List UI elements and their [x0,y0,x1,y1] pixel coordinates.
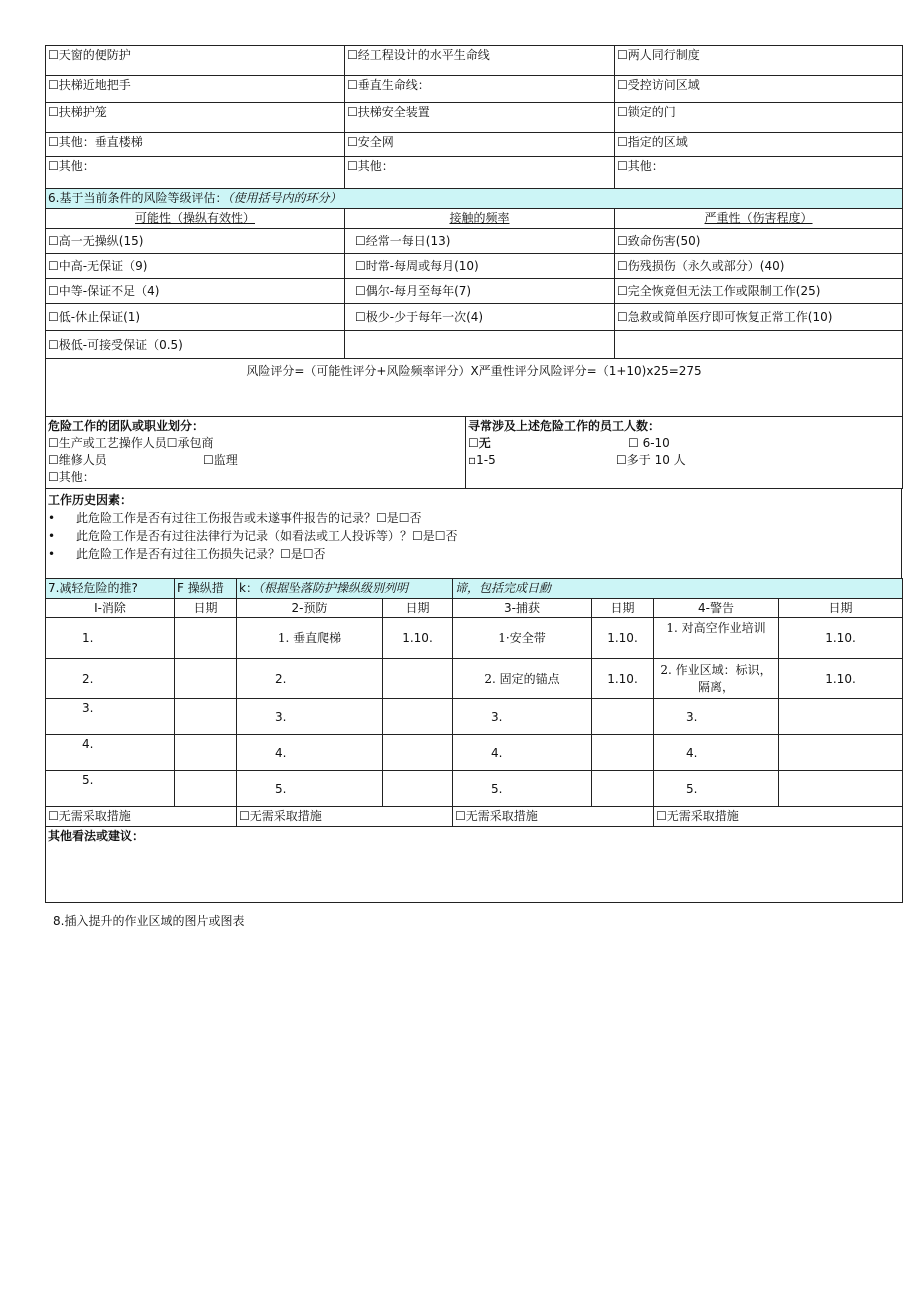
bullet: • [48,547,56,561]
frequency-option[interactable]: ☐偶尔-每月至每年(7) [345,279,615,304]
count-row [468,452,900,469]
teams-table [45,416,903,489]
mitigation-row [46,699,903,735]
mitigation-row [46,618,903,659]
mitigation-date[interactable] [779,699,903,735]
mitigation-date[interactable] [175,659,237,699]
mitigation-cell[interactable]: 1·安全带 [453,618,592,659]
mitigation-cell[interactable]: 5. [237,771,383,807]
mitigation-cell[interactable]: 1. 对高空作业培训 [654,618,779,659]
control-cell[interactable]: ☐垂直生命线： [345,76,615,103]
controls-table [45,45,903,189]
history-item-text[interactable]: 此危险工作是否有过往工伤损失记录？☐是☐否 [76,547,326,561]
control-cell[interactable]: ☐其他： [46,157,345,189]
likelihood-header: 可能性（操纵有效性） [46,209,345,229]
history-item [48,545,899,563]
history-item [48,509,899,527]
col-prevent: 2-预防 [237,599,383,618]
mitigation-row [46,659,903,699]
history-item-text[interactable]: 此危险工作是否有过往法律行为记录（如看法或工人投诉等）？☐是☐否 [76,529,458,543]
frequency-option[interactable]: ☐极少-少于每年一次(4) [345,304,615,331]
control-cell[interactable]: ☐扶梯护笼 [46,103,345,133]
control-cell[interactable]: ☐其他： [615,157,903,189]
history-item [48,527,899,545]
mitigation-date[interactable] [175,735,237,771]
bullet: • [48,529,56,543]
severity-option[interactable]: ☐致命伤害(50) [615,229,903,254]
mitigation-date[interactable] [779,735,903,771]
control-cell[interactable]: ☐指定的区域 [615,133,903,157]
count-option[interactable]: ☐无 [468,436,491,450]
mitigation-title-c: k：（根据坠落防护操纵级别列明 [237,579,453,599]
likelihood-option[interactable]: ☐中高-无保证（9) [46,254,345,279]
frequency-option[interactable]: ☐经常一每日(13) [345,229,615,254]
mitigation-table [45,578,903,903]
risk-table [45,188,903,417]
mitigation-date[interactable] [592,699,654,735]
mitigation-cell[interactable]: 2. 作业区域：标识，隔离， [654,659,779,699]
history-item-text[interactable]: 此危险工作是否有过往工伤报告或未遂事件报告的记录？☐是☐否 [76,511,422,525]
count-option[interactable]: ☐多于 10 人 [616,453,686,467]
col-warn: 4-警告 [654,599,779,618]
control-cell[interactable]: ☐经工程设计的水平生命线 [345,46,615,76]
mitigation-cell[interactable]: 4. [654,735,779,771]
control-cell[interactable]: ☐扶梯近地把手 [46,76,345,103]
history-cell [46,489,902,579]
team-option[interactable]: ☐监理 [203,453,238,467]
no-action-checkbox[interactable]: ☐无需采取措施 [453,807,654,827]
mitigation-date[interactable]: 1.10. [383,618,453,659]
col-capture: 3-捕获 [453,599,592,618]
form-sheet [45,45,902,903]
risk-score-line: 风险评分=（可能性评分+风险频率评分）X严重性评分风险评分=（1+10)x25=275 [46,359,903,417]
mitigation-cell[interactable]: 4. [46,735,175,771]
teams-cell [46,417,466,489]
other-comments-field[interactable]: 其他看法或建议： [46,827,903,903]
mitigation-date[interactable] [779,771,903,807]
mitigation-cell[interactable]: 1. 垂直爬梯 [237,618,383,659]
mitigation-cell[interactable]: 4. [453,735,592,771]
mitigation-cell[interactable]: 3. [453,699,592,735]
history-table [45,488,902,579]
mitigation-date[interactable] [383,659,453,699]
team-option[interactable]: ☐其他： [48,470,95,484]
likelihood-option[interactable]: ☐低-休止保证(1) [46,304,345,331]
severity-option[interactable]: ☐急救或简单医疗即可恢复正常工作(10) [615,304,903,331]
mitigation-cell[interactable]: 5. [654,771,779,807]
mitigation-date[interactable]: 1.10. [592,659,654,699]
teams-title: 危险工作的团队或职业划分： [48,419,205,433]
severity-option [615,331,903,359]
mitigation-date[interactable] [592,735,654,771]
history-title: 工作历史因素： [48,493,133,507]
control-cell[interactable]: ☐受控访问区域 [615,76,903,103]
no-action-checkbox[interactable]: ☐无需采取措施 [237,807,453,827]
team-option-row [48,452,463,469]
likelihood-option[interactable]: ☐中等-保证不足（4) [46,279,345,304]
severity-option[interactable]: ☐完全恢竟但无法工作或限制工作(25) [615,279,903,304]
count-cell [466,417,903,489]
count-title: 寻常涉及上述危险工作的员工人数： [468,419,661,433]
col-date: 日期 [779,599,903,618]
mitigation-cell[interactable]: 3. [237,699,383,735]
control-cell[interactable]: ☐天窗的便防护 [46,46,345,76]
team-option[interactable]: ☐维修人员 [48,453,107,467]
control-cell[interactable]: ☐锁定的门 [615,103,903,133]
risk-section-header [46,189,903,209]
mitigation-title-a: 7.减轻危险的推? [46,579,175,599]
mitigation-date[interactable] [175,771,237,807]
risk-title: 6.基于当前条件的风险等级评估： [48,191,228,205]
severity-option[interactable]: ☐伤残损伤（永久或部分）(40) [615,254,903,279]
col-eliminate: I-消除 [46,599,175,618]
mitigation-cell[interactable]: 4. [237,735,383,771]
col-date: 日期 [175,599,237,618]
mitigation-date[interactable]: 1.10. [592,618,654,659]
mitigation-date[interactable] [175,699,237,735]
mitigation-cell[interactable]: 1. [46,618,175,659]
control-cell[interactable]: ☐安全网 [345,133,615,157]
no-action-checkbox[interactable]: ☐无需采取措施 [46,807,237,827]
mitigation-row [46,735,903,771]
likelihood-option[interactable]: ☐极低-可接受保证（0.5) [46,331,345,359]
frequency-option [345,331,615,359]
mitigation-title-e: 谛，包括完成日勳 [453,579,903,599]
mitigation-title-b: F 操纵措 [175,579,237,599]
bullet: • [48,511,56,525]
mitigation-date[interactable] [383,771,453,807]
mitigation-cell[interactable]: 3. [654,699,779,735]
team-option[interactable]: ☐生产或工艺操作人员☐承包商 [48,436,214,450]
likelihood-option[interactable]: ☐高一无操纵(15) [46,229,345,254]
count-row [468,435,900,452]
mitigation-cell[interactable]: 5. [46,771,175,807]
mitigation-date[interactable] [383,699,453,735]
severity-header: 严重性（伤害程度） [615,209,903,229]
control-cell[interactable]: ☐其他： [345,157,615,189]
footer-note: 8.插入提升的作业区域的图片或图表 [53,914,245,928]
mitigation-cell[interactable]: 3. [46,699,175,735]
no-action-checkbox[interactable]: ☐无需采取措施 [654,807,903,827]
risk-title-note: （使用括号内的环分） [227,191,342,205]
count-option[interactable]: ▫1-5 [468,453,496,467]
col-date: 日期 [383,599,453,618]
mitigation-date[interactable] [383,735,453,771]
col-date: 日期 [592,599,654,618]
control-cell[interactable]: ☐其他：垂直楼梯 [46,133,345,157]
mitigation-row [46,771,903,807]
count-option[interactable]: ☐ 6-10 [628,436,670,450]
frequency-header: 接触的频率 [345,209,615,229]
mitigation-cell[interactable]: 2. [237,659,383,699]
mitigation-date[interactable] [592,771,654,807]
mitigation-cell[interactable]: 2. [46,659,175,699]
mitigation-cell[interactable]: 5. [453,771,592,807]
control-cell[interactable]: ☐扶梯安全装置 [345,103,615,133]
mitigation-date[interactable] [175,618,237,659]
mitigation-date[interactable]: 1.10. [779,659,903,699]
control-cell[interactable]: ☐两人同行制度 [615,46,903,76]
mitigation-cell[interactable]: 2. 固定的锚点 [453,659,592,699]
mitigation-date[interactable]: 1.10. [779,618,903,659]
frequency-option[interactable]: ☐时常-每周或每月(10) [345,254,615,279]
